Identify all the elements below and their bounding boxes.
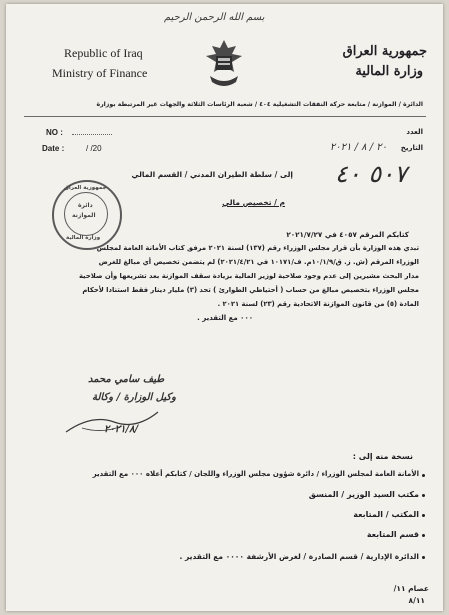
body-line-1: كتابكم المرقم ٤٠٥٧ في ٢٠٢١/٧/٢٧ [286, 230, 409, 239]
subject-line: م / تخصيص مالي [222, 198, 285, 207]
ref-number-handwritten: ٥٠٧ ٤٠ [334, 160, 407, 188]
ref-date-ar-label: التاريخ [400, 144, 423, 152]
stamp-middle-text: دائرة [78, 202, 93, 209]
footer-date: ٨/١١ [408, 596, 425, 605]
department-banner: الدائرة / الموازنة / متابعة حركة النفقات التشغيلية ٤٠٤ / شعبة الرئاسات الثلاثة والجهات غير المرتبطة بوزارة [96, 101, 423, 108]
body-line-5: مجلس الوزراء بتخصيص مبالغ من حساب ( أحتياطي الطوارئ ) تحد (٣) مليار دينار فقط استنادا لأحكام [82, 286, 419, 294]
cc-item-3: المكتب / المتابعة [353, 510, 419, 519]
addressee: إلى / سلطة الطيران المدني / القسم المالي [131, 170, 293, 179]
cc-bullet-5 [422, 556, 425, 559]
body-line-4: مدار البحث مشيرين إلى عدم وجود صلاحية لوزير المالية بزيادة سقف الموازنة بعد تشريعها وأن صلاحية [78, 272, 419, 280]
ref-no-dots [72, 134, 112, 135]
calligraphy-basmala: بسم الله الرحمن الرحيم [164, 12, 265, 23]
cc-bullet-3 [422, 514, 425, 517]
cc-item-4: قسم المتابعة [366, 530, 419, 539]
cc-bullet-4 [422, 534, 425, 537]
header-english-line2: Ministry of Finance [52, 66, 148, 80]
body-closing: ٠٠٠ مع التقدير . [197, 314, 253, 322]
header-arabic-line2: وزارة المالية [355, 64, 423, 79]
cc-bullet-2 [422, 494, 425, 497]
body-line-3: الوزراء المرقم (ش. ز. ق/١٠/١/٩م. ف/١٠١٧١ في ٢٠٢١/٤/٢١) لم يتضمن تخصيص أي مبالغ للغرض [98, 258, 419, 266]
header-divider [24, 116, 426, 117]
ref-number-label: العدد [406, 128, 423, 136]
signature-title: وكيل الوزارة / وكالة [92, 392, 176, 403]
cc-item-2: مكتب السيد الوزير / المنسق [308, 490, 419, 499]
signature-scribble-icon [62, 408, 162, 438]
header-arabic-line1: جمهورية العراق [342, 44, 427, 59]
ref-date-value: / /20 [86, 144, 102, 153]
header-english-line1: Republic of Iraq [64, 46, 143, 60]
ministry-stamp [52, 180, 122, 250]
stamp-bottom-text: وزارة المالية [66, 235, 101, 241]
body-line-2: تبدي هذه الوزارة بأن قرار مجلس الوزراء رقم (١٣٧) لسنة ٢٠٢١ مرفق كتاب الأمانة العامة لمجلس [96, 244, 419, 252]
cc-item-1: الأمانة العامة لمجلس الوزراء / دائرة شؤون مجلس الوزراء واللجان / كتابكم أعلاه ٠٠٠ مع التقدير [92, 470, 419, 478]
stamp-top-text: جمهورية العراق [64, 185, 107, 191]
stamp-inner-text: الموازنة [72, 212, 96, 219]
signature-date: ٢٠٢١/٨/ [104, 424, 139, 435]
cc-item-5: الدائرة الإدارية / قسم الصادرة / لغرض الأرشفة ٠٠٠٠ مع التقدير . [179, 552, 419, 561]
ref-date-ar-handwritten: ٢٠ / ٨ / ٢٠٢١ [329, 142, 387, 153]
cc-heading: نسخة منه إلى : [352, 452, 413, 461]
cc-bullet-1 [422, 474, 425, 477]
iraq-emblem-icon [202, 36, 246, 92]
ref-date-label: Date : [42, 144, 65, 153]
signature-name: طيف سامي محمد [88, 374, 165, 385]
document-page [6, 4, 443, 611]
footer-initials: عصام ١١/ [393, 584, 429, 593]
ref-no-label: NO : [46, 128, 63, 137]
body-line-6: المادة (٥) من قانون الموازنة الاتحادية رقم (٢٣) لسنة ٢٠٢١ . [217, 300, 419, 308]
